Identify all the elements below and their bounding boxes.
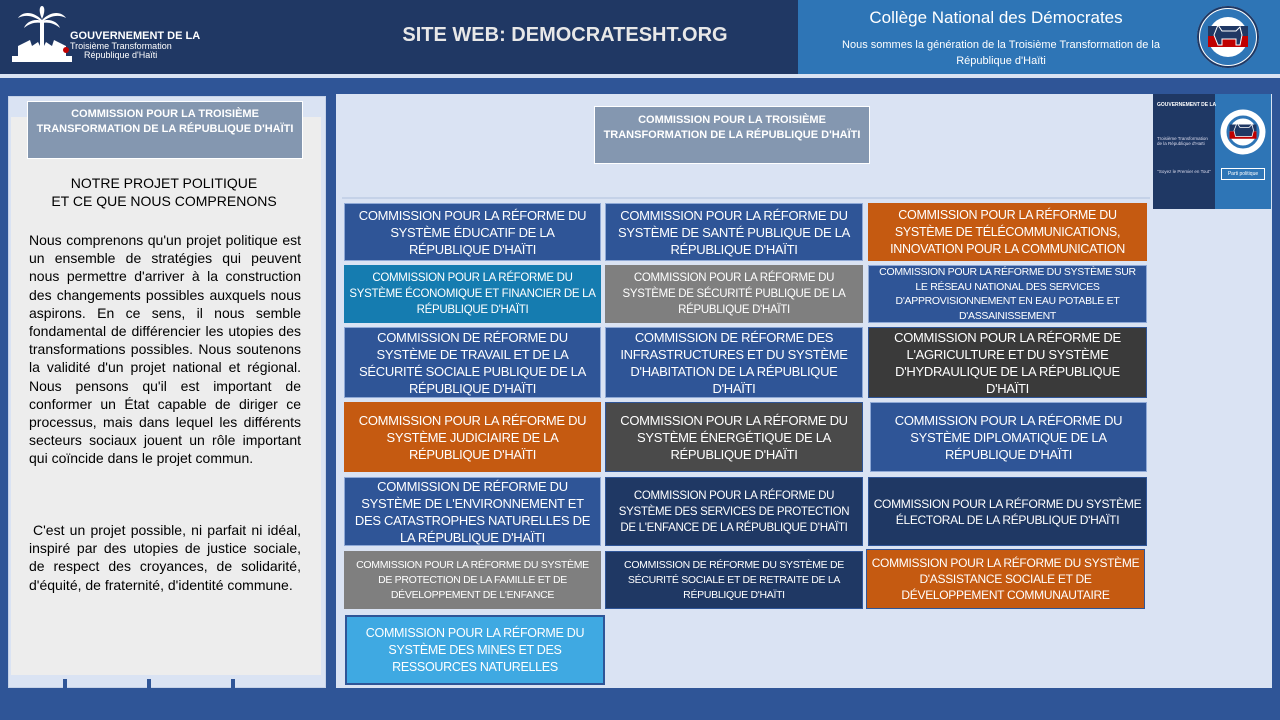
project-title — [19, 174, 309, 210]
palm-tree-emblem-icon — [10, 6, 74, 66]
government-title: GOUVERNEMENT DE LA — [70, 30, 201, 42]
panel-stripe — [231, 679, 235, 691]
commission-child-protection[interactable]: COMMISSION POUR LA RÉFORME DU SYSTÈME DES SERVICES DE PROTECTION DE L'ENFANCE DE LA RÉPUBLIQUE D'HAÏTI — [605, 477, 863, 546]
project-title-line1: NOTRE PROJET POLITIQUE — [70, 175, 258, 191]
commission-social-security[interactable]: COMMISSION DE RÉFORME DU SYSTÈME DE SÉCURITÉ SOCIALE ET DE RETRAITE DE LA RÉPUBLIQUE D'HAÏTI — [605, 551, 863, 609]
commission-education[interactable]: COMMISSION POUR LA RÉFORME DU SYSTÈME ÉDUCATIF DE LA RÉPUBLIQUE D'HAÏTI — [344, 203, 601, 261]
commission-infrastructure[interactable]: COMMISSION DE RÉFORME DES INFRASTRUCTURES ET DU SYSTÈME D'HABITATION DE LA RÉPUBLIQUE D'HAÏTI — [605, 327, 863, 398]
thumbnail-seal-icon — [1219, 108, 1267, 156]
commission-family[interactable]: COMMISSION POUR LA RÉFORME DU SYSTÈME DE PROTECTION DE LA FAMILLE ET DE DÉVELOPPEMENT DE L'ENFANCE — [344, 551, 601, 609]
college-title: Collège National des Démocrates — [869, 8, 1123, 27]
thumbnail-slogan: "Soyez le Premier en Tout" — [1157, 169, 1211, 174]
college-seal-logo-icon[interactable] — [1196, 5, 1260, 69]
college-slogan: Nous sommes la génération de la Troisième Transformation de la République d'Haïti — [842, 39, 1160, 67]
commission-agriculture[interactable]: COMMISSION POUR LA RÉFORME DE L'AGRICULTURE ET DU SYSTÈME D'HYDRAULIQUE DE LA RÉPUBLIQUE D'HAÏTI — [868, 327, 1147, 398]
project-paragraph-2: C'est un projet possible, ni parfait ni idéal, inspiré par des utopies de justice sociale, de respect des croyances, de solidarité, d'équité, de fraternité, d'identité commune. — [29, 522, 301, 593]
commission-economy[interactable]: COMMISSION POUR LA RÉFORME DU SYSTÈME ÉCONOMIQUE ET FINANCIER DE LA RÉPUBLIQUE D'HAÏTI — [344, 265, 601, 323]
panel-stripe — [147, 679, 151, 691]
college-banner — [798, 0, 1280, 74]
header-divider — [0, 74, 1280, 78]
commission-labour[interactable]: COMMISSION DE RÉFORME DU SYSTÈME DE TRAVAIL ET DE LA SÉCURITÉ SOCIALE PUBLIQUE DE LA RÉPUBLIQUE D'HAÏTI — [344, 327, 601, 398]
commission-mines[interactable]: COMMISSION POUR LA RÉFORME DU SYSTÈME DES MINES ET DES RESSOURCES NATURELLES — [345, 615, 605, 685]
main-commission-heading[interactable]: COMMISSION POUR LA TROISIÈME TRANSFORMATION DE LA RÉPUBLIQUE D'HAÏTI — [594, 106, 870, 164]
commission-public-security[interactable]: COMMISSION POUR LA RÉFORME DU SYSTÈME DE SÉCURITÉ PUBLIQUE DE LA RÉPUBLIQUE D'HAÏTI — [605, 265, 863, 323]
panel-stripe — [63, 679, 67, 691]
government-logo[interactable] — [8, 4, 201, 68]
commission-electoral[interactable]: COMMISSION POUR LA RÉFORME DU SYSTÈME ÉLECTORAL DE LA RÉPUBLIQUE D'HAÏTI — [868, 477, 1147, 546]
project-paragraph-1: Nous comprenons qu'un projet politique est un ensemble de stratégies qui peuvent nous permettre d'arriver à la construction des changements possibles auxquels nous aspirons. En ce sens, il nous semble fondamental de différencier les utopies des transformations possibles. Nous soutenons la validité d'un projet national et régional. Nous pensons qu'il est important de conformer un État capable de diriger ce processus, mais dans lequel les différents secteurs sociaux jouent un rôle important qui coïncide dans le projet commun. — [29, 232, 301, 467]
commission-diplomacy[interactable]: COMMISSION POUR LA RÉFORME DU SYSTÈME DIPLOMATIQUE DE LA RÉPUBLIQUE D'HAÏTI — [870, 402, 1147, 472]
project-title-line2: ET CE QUE NOUS COMPRENONS — [51, 193, 277, 209]
commission-telecom[interactable]: COMMISSION POUR LA RÉFORME DU SYSTÈME DE TÉLÉCOMMUNICATIONS, INNOVATION POUR LA COMMUNICATION — [868, 203, 1147, 261]
header — [0, 0, 1280, 74]
commission-environment[interactable]: COMMISSION DE RÉFORME DU SYSTÈME DE L'ENVIRONNEMENT ET DES CATASTROPHES NATURELLES DE LA RÉPUBLIQUE D'HAÏTI — [344, 477, 601, 546]
commission-water[interactable]: COMMISSION POUR LA RÉFORME DU SYSTÈME SUR LE RÉSEAU NATIONAL DES SERVICES D'APPROVISIONNEMENT EN EAU POTABLE ET D'ASSAINISSEMENT — [868, 265, 1147, 323]
commission-judiciary[interactable]: COMMISSION POUR LA RÉFORME DU SYSTÈME JUDICIAIRE DE LA RÉPUBLIQUE D'HAÏTI — [344, 402, 601, 472]
thumbnail-text: Troisième Transformation de la République d'Haïti — [1157, 136, 1208, 146]
thumbnail-left — [1153, 94, 1215, 209]
left-panel — [8, 96, 326, 688]
grid-line — [342, 197, 1150, 199]
thumbnail-title: GOUVERNEMENT DE LA — [1157, 102, 1217, 108]
government-subtitle-line2: République d'Haïti — [84, 50, 158, 60]
thumbnail-button: Parti politique — [1221, 168, 1265, 180]
government-subtitle-line1: Troisième Transformation — [70, 41, 172, 51]
commission-social-assistance[interactable]: COMMISSION POUR LA RÉFORME DU SYSTÈME D'ASSISTANCE SOCIALE ET DE DÉVELOPPEMENT COMMUNAUTAIRE — [866, 549, 1145, 609]
government-subtitle — [70, 42, 172, 60]
slide-thumbnail[interactable] — [1153, 94, 1271, 209]
commission-health[interactable]: COMMISSION POUR LA RÉFORME DU SYSTÈME DE SANTÉ PUBLIQUE DE LA RÉPUBLIQUE D'HAÏTI — [605, 203, 863, 261]
commission-energy[interactable]: COMMISSION POUR LA RÉFORME DU SYSTÈME ÉNERGÉTIQUE DE LA RÉPUBLIQUE D'HAÏTI — [605, 402, 863, 472]
left-commission-heading[interactable]: COMMISSION POUR LA TROISIÈME TRANSFORMATION DE LA RÉPUBLIQUE D'HAÏTI — [27, 101, 303, 159]
site-web-label[interactable]: SITE WEB: DEMOCRATESHT.ORG — [402, 24, 728, 46]
